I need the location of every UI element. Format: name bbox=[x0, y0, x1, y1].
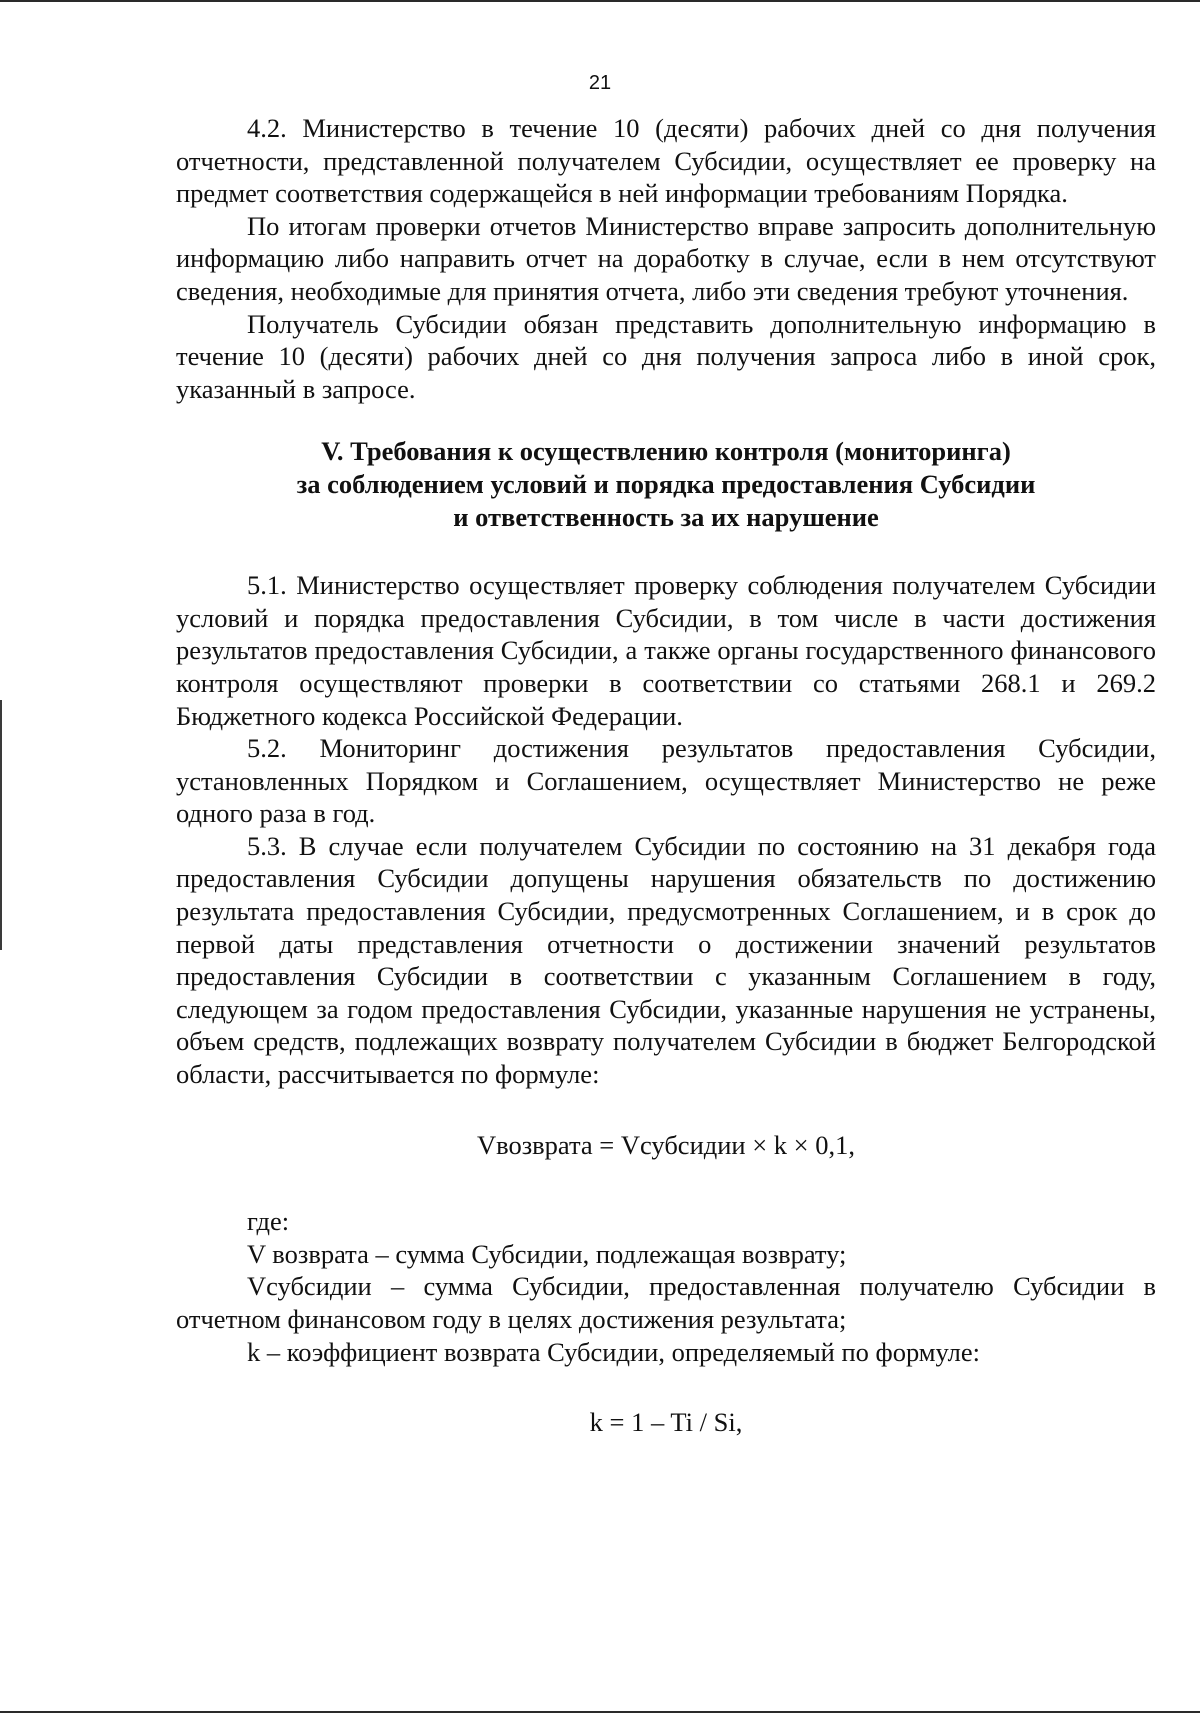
definition-where: где: bbox=[247, 1206, 290, 1237]
section-heading-line-1: V. Требования к осуществлению контроля (мониторинга) bbox=[321, 436, 1011, 467]
scan-border-top bbox=[0, 0, 1200, 2]
definition-k: k – коэффициент возврата Субсидии, определяемый по формуле: bbox=[247, 1336, 980, 1367]
definition-v-subsidy: Vсубсидии – сумма Субсидии, предоставленная получателю Субсидии в отчетном финансовом году в целях достижения результата; bbox=[176, 1271, 1156, 1334]
paragraph-5-1: 5.1. Министерство осуществляет проверку соблюдения получателем Субсидии условий и порядка предоставления Субсидии, в том числе в части достижения результатов предоставления Субсидии, а также органы государственного финансового контроля осуществляют проверки в соответствии со статьями 268.1 и 269.2 Бюджетного кодекса Российской Федерации. bbox=[176, 570, 1156, 731]
section-heading-line-3: и ответственность за их нарушение bbox=[453, 501, 879, 532]
scan-border-left bbox=[0, 700, 2, 950]
section-heading-line-2: за соблюдением условий и порядка предоставления Субсидии bbox=[296, 468, 1036, 499]
paragraph-5-2: 5.2. Мониторинг достижения результатов предоставления Субсидии, установленных Порядком и Соглашением, осуществляет Министерство не реже одного раза в год. bbox=[176, 733, 1156, 829]
paragraph-5-3: 5.3. В случае если получателем Субсидии по состоянию на 31 декабря года предоставления Субсидии допущены нарушения обязательств по достижению результата предоставления Субсидии, предусмотренных Соглашением, и в срок до первой даты представления отчетности о достижении значений результатов предоставления Субсидии в соответствии с указанным Соглашением в году, следующем за годом предоставления Субсидии, указанные нарушения не устранены, объем средств, подлежащих возврату получателем Субсидии в бюджет Белгородской области, рассчитывается по формуле: bbox=[176, 830, 1156, 1090]
paragraph-check-results: По итогам проверки отчетов Министерство вправе запросить дополнительную информацию либо направить отчет на доработку в случае, если в нем отсутствуют сведения, необходимые для принятия отчета, либо эти сведения требуют уточнения. bbox=[176, 210, 1156, 306]
page-number: 21 bbox=[588, 72, 612, 94]
formula-coefficient: k = 1 – Ti / Si, bbox=[589, 1407, 743, 1438]
formula-return-volume: Vвозврата = Vсубсидии × k × 0,1, bbox=[476, 1129, 855, 1160]
section-heading bbox=[176, 435, 1156, 533]
scan-border-bottom bbox=[0, 1711, 1200, 1713]
paragraph-additional-info: Получатель Субсидии обязан представить дополнительную информацию в течение 10 (десяти) рабочих дней со дня получения запроса либо в иной срок, указанный в запросе. bbox=[176, 308, 1156, 404]
definition-v-return: V возврата – сумма Субсидии, подлежащая возврату; bbox=[247, 1238, 847, 1269]
paragraph-4-2: 4.2. Министерство в течение 10 (десяти) рабочих дней со дня получения отчетности, представленной получателем Субсидии, осуществляет ее проверку на предмет соответствия содержащейся в ней информации требованиям Порядка. bbox=[176, 113, 1156, 209]
document-body bbox=[176, 112, 1156, 1439]
